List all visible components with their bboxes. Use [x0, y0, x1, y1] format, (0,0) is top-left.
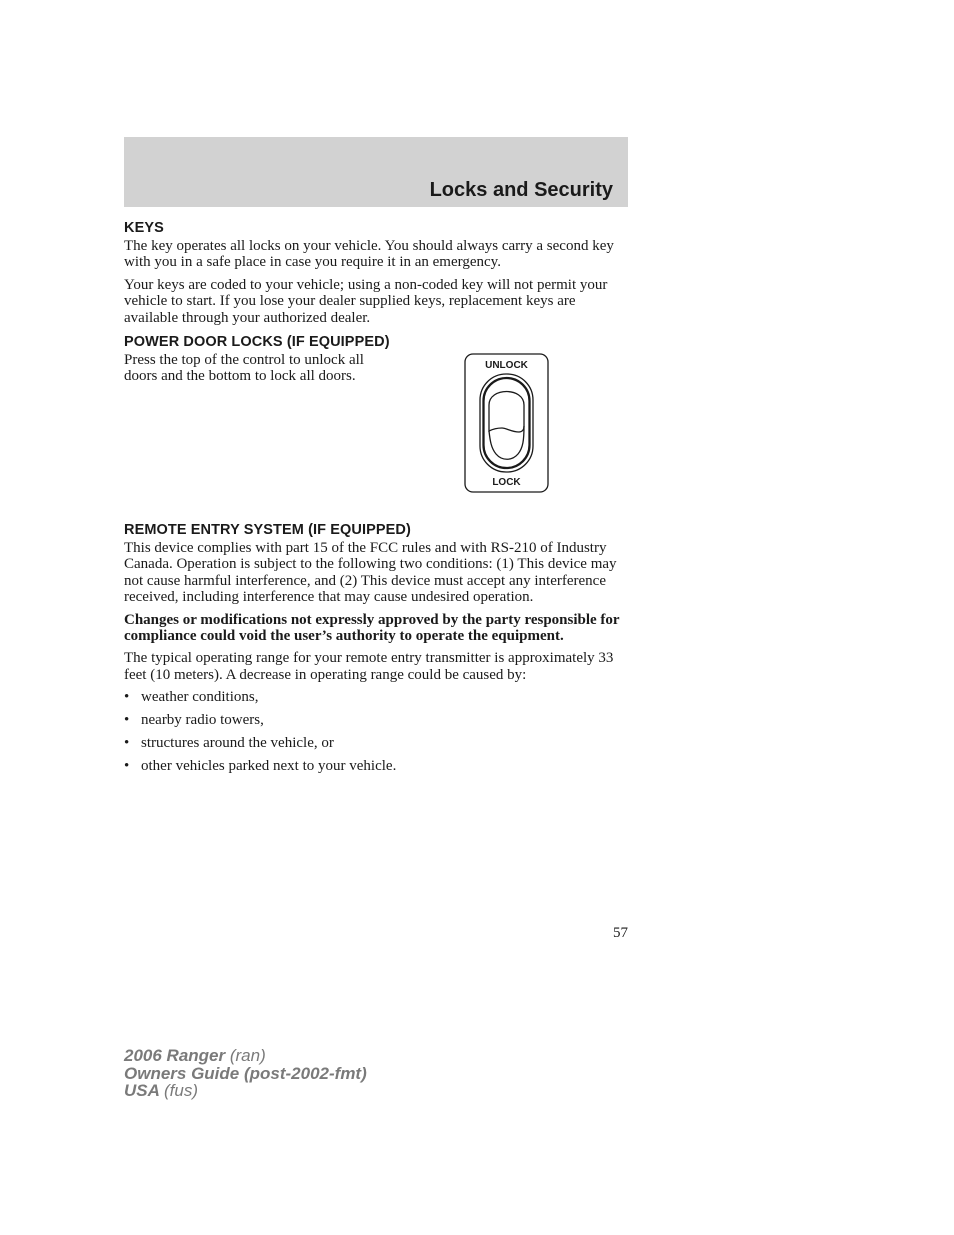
remote-entry-heading: REMOTE ENTRY SYSTEM (IF EQUIPPED) [124, 522, 411, 539]
range-factors-list [124, 689, 624, 774]
unlock-label: UNLOCK [485, 360, 528, 372]
header-band [124, 137, 628, 207]
document-footer [124, 1047, 367, 1100]
keys-paragraph-1: The key operates all locks on your vehicle. You should always carry a second key with you in a safe place in case you require it in an emergency. [124, 238, 614, 271]
list-item: • other vehicles parked next to your vehicle. [124, 757, 397, 774]
bullet-icon: • [124, 757, 130, 774]
remote-entry-warning: Changes or modifications not expressly approved by the party responsible for compliance could void the user’s authority to operate the equipment. [124, 611, 620, 645]
bullet-icon: • [124, 712, 130, 729]
bullet-icon: • [124, 734, 130, 751]
page-number: 57 [613, 925, 628, 941]
page-title: Locks and Security [429, 179, 613, 201]
lock-label: LOCK [492, 477, 521, 489]
power-door-locks-section [124, 352, 624, 520]
keys-paragraph-2: Your keys are coded to your vehicle; using a non-coded key will not permit your vehicle to start. If you lose your dealer supplied keys, replacement keys are available through your authorized dealer. [124, 276, 608, 326]
power-door-locks-heading: POWER DOOR LOCKS (IF EQUIPPED) [124, 334, 390, 351]
keys-heading: KEYS [124, 220, 164, 236]
power-door-locks-text: Press the top of the control to unlock all doors and the bottom to lock all doors. [124, 352, 364, 385]
footer-line-1: 2006 Ranger (ran) [124, 1046, 266, 1065]
bullet-icon: • [124, 689, 130, 706]
door-lock-switch-illustration [464, 352, 550, 494]
door-lock-switch-icon [464, 352, 550, 494]
remote-entry-range-paragraph: The typical operating range for your remote entry transmitter is approximately 33 feet (10 meters). A decrease in operating range could be caused by: [124, 650, 614, 683]
footer-line-3: USA (fus) [124, 1081, 198, 1100]
list-item: • nearby radio towers, [124, 712, 264, 729]
list-item: • weather conditions, [124, 689, 259, 706]
remote-entry-fcc-paragraph: This device complies with part 15 of the FCC rules and with RS-210 of Industry Canada. Operation is subject to the following two conditions: (1) This device may not cause harmful interference, and (2) This device must accept any interference received, including interference that may cause undesired operation. [124, 540, 617, 606]
page-content [124, 218, 624, 780]
footer-line-2: Owners Guide (post-2002-fmt) [124, 1063, 367, 1083]
list-item: • structures around the vehicle, or [124, 734, 334, 751]
